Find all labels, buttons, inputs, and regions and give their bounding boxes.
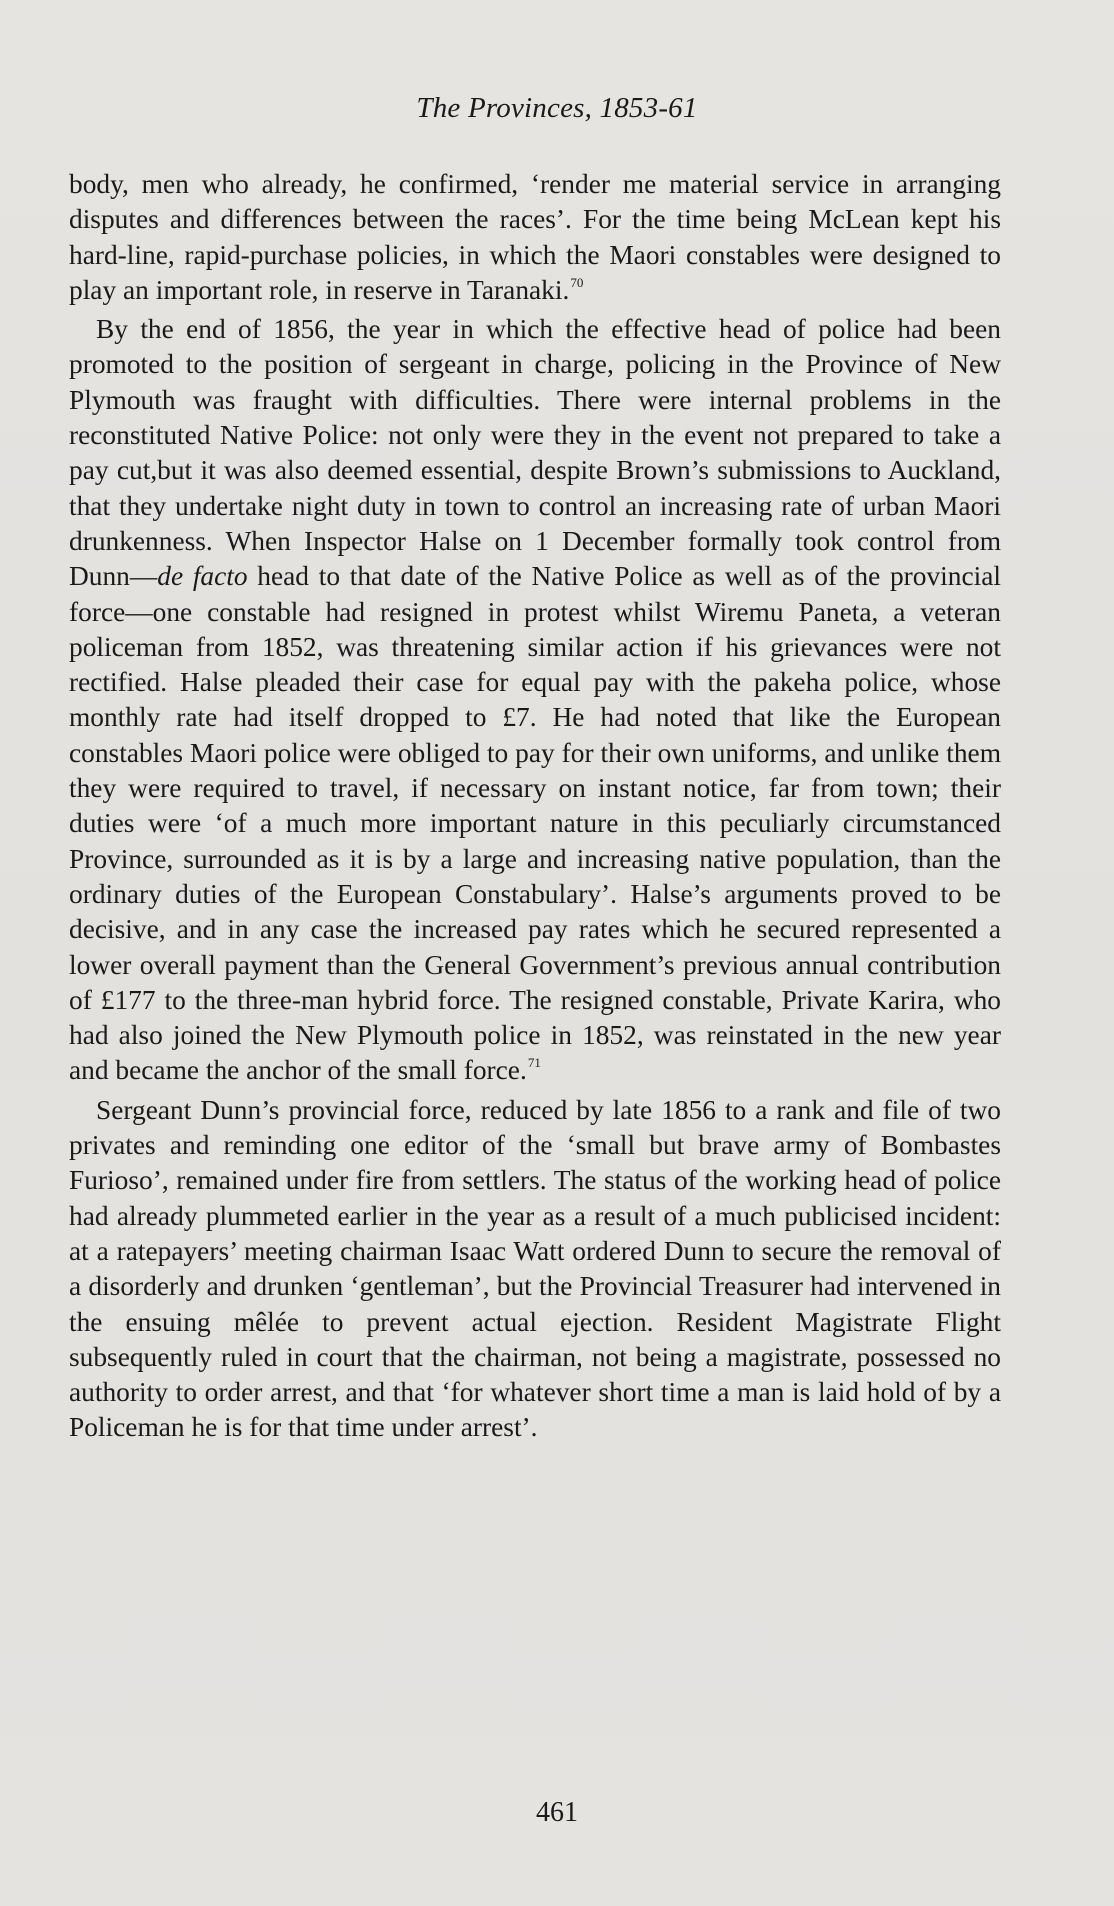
paragraph [69, 167, 1001, 308]
paragraph [69, 312, 1001, 1089]
paragraph-italic-text: de facto [157, 561, 248, 592]
paragraph-text: By the end of 1856, the year in which the effective head of police had been promoted to the position of sergeant in charge, policing in the Province of New Plymouth was fraught with difficulties. There were internal problems in the reconstituted Native Police: not only were they in the event not prepared to take a pay cut,but it was also deemed essential, despite Brown’s submissions to Auckland, that they undertake night duty in town to control an increasing rate of urban Maori drunkenness. When Inspector Halse on 1 December formally took control from Dunn— [69, 314, 1001, 592]
footnote-marker: 70 [570, 274, 584, 290]
paragraph-text: body, men who already, he confirmed, ‘render me material service in arranging disputes and differences between the races’. For the time being McLean kept his hard-line, rapid-purchase policies, in which the Maori constables were designed to play an important role, in reserve in Taranaki. [69, 169, 1001, 305]
body-text [69, 167, 1001, 1446]
paragraph-text: head to that date of the Native Police as well as of the provincial force—one constable had resigned in protest whilst Wiremu Paneta, a veteran policeman from 1852, was threatening similar action if his grievances were not rectified. Halse pleaded their case for equal pay with the pakeha police, whose monthly rate had itself dropped to £7. He had noted that like the European constables Maori police were obliged to pay for their own uniforms, and unlike them they were required to travel, if necessary on instant notice, far from town; their duties were ‘of a much more important nature in this peculiarly circumstanced Province, surrounded as it is by a large and increasing native population, than the ordinary duties of the European Constabulary’. Halse’s arguments proved to be decisive, and in any case the increased pay rates which he secured represented a lower overall payment than the General Government’s previous annual contribution of £177 to the three-man hybrid force. The resigned constable, Private Karira, who had also joined the New Plymouth police in 1852, was reinstated in the new year and became the anchor of the small force. [69, 561, 1001, 1086]
paragraph-text: Sergeant Dunn’s provincial force, reduced by late 1856 to a rank and file of two privates and reminding one editor of the ‘small but brave army of Bombastes Furioso’, remained under fire from settlers. The status of the working head of police had already plummeted earlier in the year as a result of a much publicised incident: at a ratepayers’ meeting chairman Isaac Watt ordered Dunn to secure the removal of a disorderly and drunken ‘gentleman’, but the Provincial Treasurer had intervened in the ensuing mêlée to prevent actual ejection. Resident Magistrate Flight subsequently ruled in court that the chairman, not being a magistrate, possessed no authority to order arrest, and that ‘for whatever short time a man is laid hold of by a Policeman he is for that time under arrest’. [69, 1094, 1001, 1443]
paragraph [69, 1093, 1001, 1446]
running-head: The Provinces, 1853-61 [416, 92, 698, 124]
footnote-marker: 71 [527, 1055, 541, 1071]
page-number: 461 [536, 1797, 578, 1828]
